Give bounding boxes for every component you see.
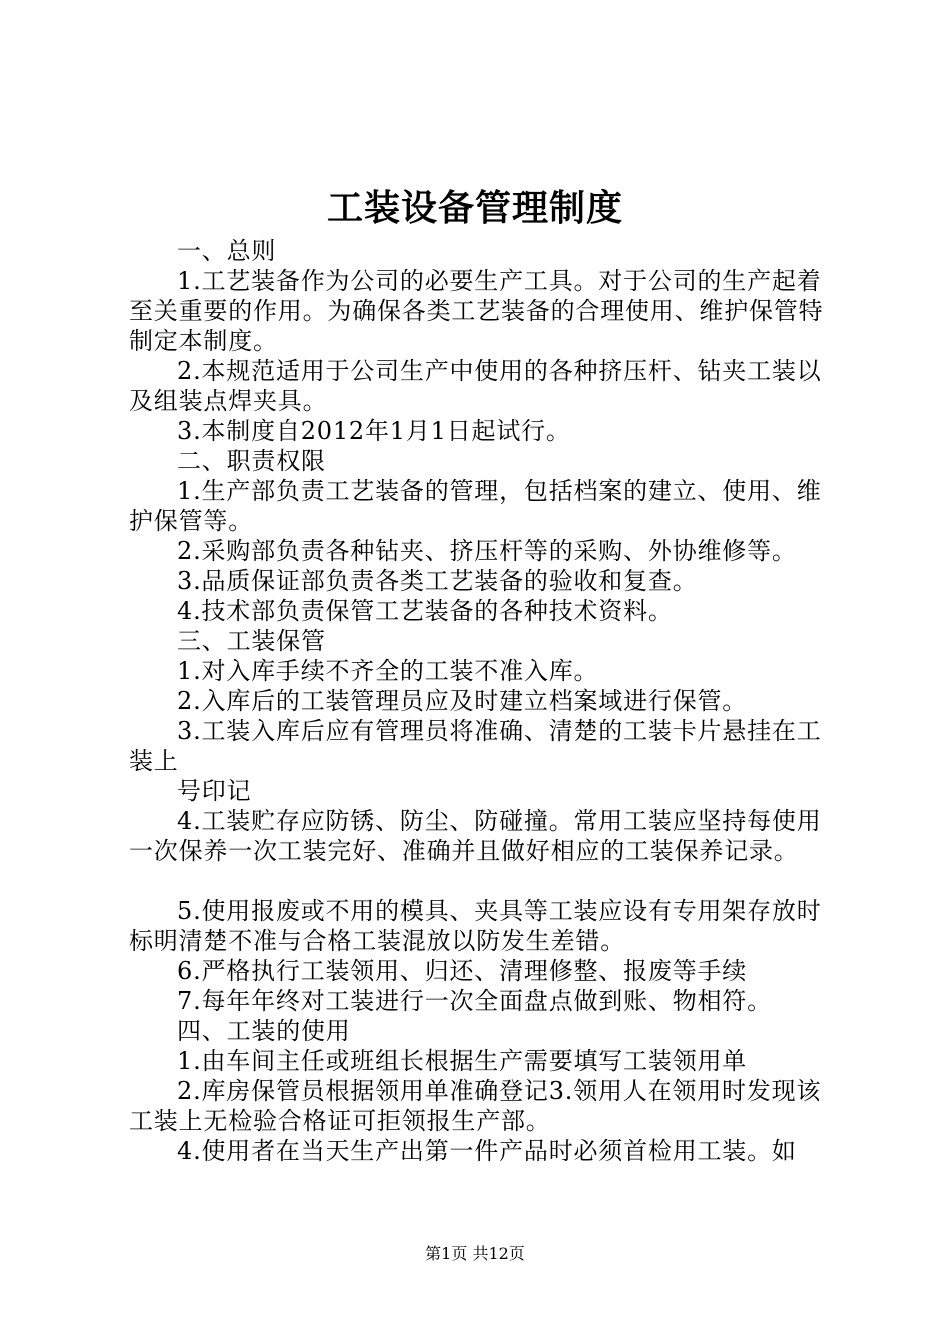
paragraph: 四、工装的使用	[177, 1017, 351, 1045]
paragraph: 2.采购部负责各种钻夹、挤压杆等的采购、外协维修等。	[177, 537, 797, 565]
document-title: 工装设备管理制度	[326, 187, 623, 229]
paragraph: 3.工装入库后应有管理员将准确、清楚的工装卡片悬挂在工装上	[129, 717, 822, 775]
paragraph: 4.使用者在当天生产出第一件产品时必须首检用工装。如	[177, 1137, 797, 1165]
paragraph: 2.库房保管员根据领用单准确登记3.领用人在领用时发现该工装上无检验合格证可拒领报生产部。	[129, 1077, 822, 1135]
paragraph: 2.本规范适用于公司生产中使用的各种挤压杆、钻夹工装以及组装点焊夹具。	[129, 357, 822, 415]
paragraph: 一、总则	[177, 237, 277, 265]
paragraph: 二、职责权限	[177, 447, 326, 475]
paragraph: 1.生产部负责工艺装备的管理，包括档案的建立、使用、维护保管等。	[129, 477, 822, 535]
paragraph: 三、工装保管	[177, 627, 326, 655]
paragraph: 3.本制度自2012年1月1日起试行。	[177, 417, 571, 445]
document-body	[129, 236, 841, 1166]
paragraph-gap	[129, 866, 841, 896]
paragraph: 1.由车间主任或班组长根据生产需要填写工装领用单	[177, 1047, 748, 1075]
paragraph: 2.入库后的工装管理员应及时建立档案域进行保管。	[177, 687, 748, 715]
paragraph: 4.技术部负责保管工艺装备的各种技术资料。	[177, 597, 673, 625]
paragraph: 号印记	[177, 777, 252, 805]
page-footer: 第1页 共12页	[425, 1244, 525, 1263]
paragraph: 4.工装贮存应防锈、防尘、防碰撞。常用工装应坚持每使用一次保养一次工装完好、准确并且做好相应的工装保养记录。	[129, 807, 822, 865]
paragraph: 7.每年年终对工装进行一次全面盘点做到账、物相符。	[177, 987, 772, 1015]
paragraph: 1.对入库手续不齐全的工装不准入库。	[177, 657, 599, 685]
paragraph: 6.严格执行工装领用、归还、清理修整、报废等手续	[177, 957, 748, 985]
paragraph: 1.工艺装备作为公司的必要生产工具。对于公司的生产起着至关重要的作用。为确保各类工艺装备的合理使用、维护保管特制定本制度。	[129, 267, 824, 355]
paragraph: 3.品质保证部负责各类工艺装备的验收和复查。	[177, 567, 698, 595]
paragraph: 5.使用报废或不用的模具、夹具等工装应设有专用架存放时标明清楚不准与合格工装混放以防发生差错。	[129, 897, 822, 955]
